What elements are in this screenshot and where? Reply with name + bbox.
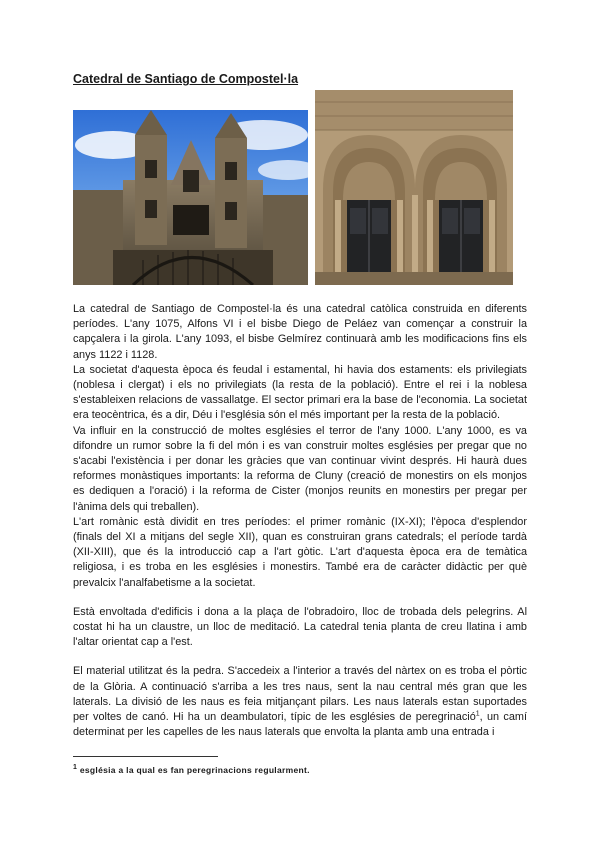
footnote-reference[interactable]: 1: [475, 710, 480, 718]
cathedral-portal-image: [315, 90, 513, 285]
cathedral-facade-image: [73, 110, 308, 285]
footnote: [73, 765, 527, 775]
footnote-separator: [73, 756, 218, 757]
paragraph-materials: [73, 664, 527, 740]
page-title: Catedral de Santiago de Compostel·la: [73, 72, 299, 86]
body-text: [73, 302, 527, 740]
footnote-number: 1: [73, 764, 78, 772]
paragraph-history: La catedral de Santiago de Compostel·la és una catedral catòlica construida en diferents períodes. L'any 1075, Alfons VI i el bisbe Diego de Peláez van començar a construir la capçalera i la girola. L'any 1093, el bisbe Gelmírez continuarà amb les modificacions fins els anys 1122 i 1128.: [73, 303, 527, 361]
paragraph-materials-text: El material utilitzat és la pedra. S'accedeix a l'interior a través del nàrtex on es troba el pòrtic de la Glòria. A continuació s'arriba a les tres naus, sent la nau central més gran que les laterals. La divisió de les naus es feia mitjançant pilars. Les naus laterals estan suportades per voltes de canó. Hi ha un deambulatori, típic de les esglésies de peregrinació: [73, 665, 527, 724]
paragraph-year-1000: Va influir en la construcció de moltes esglésies el terror de l'any 1000. L'any 1000, es va difondre un rumor sobre la fi del món i es van construir moltes esglésies per pregar que no s'acabi l'existència i per donar les gràcies que van continuar vivint després. Hi haurà dues reformes monàstiques importants: la reforma de Cluny (creació de monestirs on els monjos es dediquen a l'oració) i la reforma de Cister (monjos reunits en monestirs per pregar per l'ànima dels qui treballen).: [73, 424, 527, 513]
paragraph-surroundings: Està envoltada d'edificis i dona a la plaça de l'obradoiro, lloc de trobada dels pelegrins. Al costat hi ha un claustre, un lloc de meditació. La catedral tenia planta de creu llatina i amb l'altar orientat cap a l'est.: [73, 605, 527, 649]
paragraph-society: La societat d'aquesta època és feudal i estamental, hi havia dos estaments: els privilegiats (noblesa i clergat) i els no privilegiats (la resta de la població). Entre el rei i la noblesa s'estableixen relacions de vassallatge. El sector primari era la base de l'economia. La societat era teocèntrica, és a dir, Déu i l'església són el més important per la resta de la població.: [73, 363, 527, 422]
footnote-text: església a la qual es fan peregrinacions regularment.: [79, 765, 310, 775]
paragraph-romanesque-art: L'art romànic està dividit en tres períodes: el primer romànic (IX-XI); l'època d'esplendor (finals del XI a mitjans del segle XII), quan es construiran grans catedrals; el període tardà (XII-XIII), que és la introducció cap a l'art gòtic. L'art d'aquesta època era de temàtica religiosa, i es troba en les esglésies i monestirs. També era de caràcter didàctic per què prevalcix l'analfabetisme a la societat.: [73, 515, 527, 589]
paragraph-materials-continuation: , un camí determinat per les capelles de les naus laterals que envolta la planta amb una entrada i: [73, 711, 527, 739]
